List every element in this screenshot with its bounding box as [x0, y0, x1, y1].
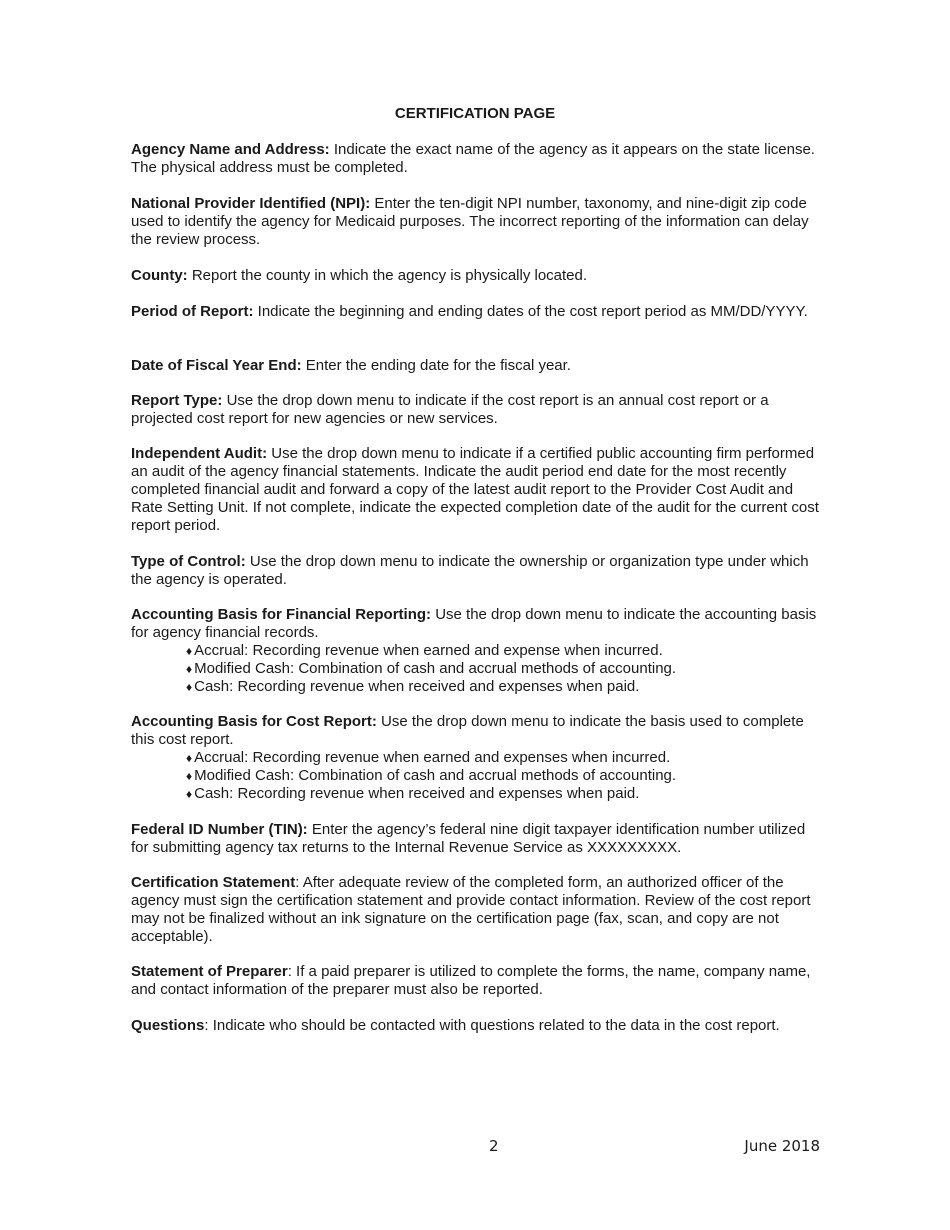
section-fiscal-year-end — [131, 357, 821, 375]
section-text: : If a paid preparer is utilized to complete the forms, the name, company name, and contact information of the preparer must also be reported. — [131, 963, 811, 998]
section-text: Enter the ending date for the fiscal year. — [301, 357, 571, 374]
section-label: Report Type: — [131, 392, 223, 409]
section-text: Use the drop down menu to indicate if the cost report is an annual cost report or a projected cost report for new agencies or new services. — [131, 392, 769, 427]
list-item: ♦ Cash: Recording revenue when received and expenses when paid. — [186, 678, 640, 695]
section-text: : After adequate review of the completed form, an authorized officer of the agency must sign the certification statement and provide contact information. Review of the cost report may not be finalized without an ink signature on the certification page (fax, scan, and copy are not acceptable). — [131, 874, 811, 945]
section-statement-of-preparer — [131, 963, 821, 999]
section-label: Independent Audit: — [131, 445, 268, 462]
section-type-of-control — [131, 553, 821, 589]
section-period-of-report — [131, 303, 821, 321]
section-label: Certification Statement — [131, 874, 296, 891]
diamond-icon: ♦ — [186, 644, 193, 658]
section-label: Federal ID Number (TIN): — [131, 821, 308, 838]
section-text: : Indicate who should be contacted with questions related to the data in the cost report. — [204, 1017, 780, 1034]
bullet-list — [131, 642, 821, 696]
footer-date: June 2018 — [744, 1137, 820, 1155]
page-number: 2 — [489, 1137, 499, 1155]
list-item: ♦ Modified Cash: Combination of cash and accrual methods of accounting. — [186, 767, 677, 784]
section-accounting-basis-cost-report — [131, 713, 821, 803]
diamond-icon: ♦ — [186, 787, 193, 801]
diamond-icon: ♦ — [186, 680, 193, 694]
section-label: Date of Fiscal Year End: — [131, 357, 302, 374]
section-text: Indicate the exact name of the agency as it appears on the state license. The physical address must be completed. — [131, 141, 815, 176]
section-label: County: — [131, 267, 188, 284]
section-independent-audit — [131, 445, 821, 535]
section-label: Type of Control: — [131, 553, 246, 570]
diamond-icon: ♦ — [186, 769, 193, 783]
list-item: ♦ Accrual: Recording revenue when earned and expenses when incurred. — [186, 749, 671, 766]
section-label: Accounting Basis for Cost Report: — [131, 713, 377, 730]
section-text: Use the drop down menu to indicate if a certified public accounting firm performed an audit of the agency financial statements. Indicate the audit period end date for the most recently completed financial audit and forward a copy of the latest audit report to the Provider Cost Audit and Rate Setting Unit. If not complete, indicate the expected completion date of the audit for the current cost report period. — [131, 445, 819, 534]
section-text: Enter the ten-digit NPI number, taxonomy, and nine-digit zip code used to identify the agency for Medicaid purposes. The incorrect reporting of the information can delay the review process. — [131, 195, 809, 248]
section-text: Indicate the beginning and ending dates of the cost report period as MM/DD/YYYY. — [253, 303, 808, 320]
page-title: CERTIFICATION PAGE — [394, 105, 556, 122]
section-certification-statement — [131, 874, 821, 946]
section-label: Accounting Basis for Financial Reporting: — [131, 606, 432, 623]
diamond-icon: ♦ — [186, 751, 193, 765]
section-text: Report the county in which the agency is physically located. — [187, 267, 588, 284]
section-npi — [131, 195, 821, 249]
section-label: Questions — [131, 1017, 205, 1034]
list-item: ♦ Cash: Recording revenue when received and expenses when paid. — [186, 785, 640, 802]
diamond-icon: ♦ — [186, 662, 193, 676]
section-text: Use the drop down menu to indicate the accounting basis for agency financial records. — [131, 606, 817, 641]
list-item: ♦ Accrual: Recording revenue when earned and expense when incurred. — [186, 642, 663, 659]
section-county — [131, 267, 821, 285]
section-label: National Provider Identified (NPI): — [131, 195, 371, 212]
section-questions — [131, 1017, 821, 1035]
list-item: ♦ Modified Cash: Combination of cash and accrual methods of accounting. — [186, 660, 677, 677]
section-label: Agency Name and Address: — [131, 141, 330, 158]
bullet-list — [131, 749, 821, 803]
section-label: Statement of Preparer — [131, 963, 288, 980]
section-text: Use the drop down menu to indicate the ownership or organization type under which the agency is operated. — [131, 553, 809, 588]
section-agency-name — [131, 141, 821, 177]
section-federal-id — [131, 821, 821, 857]
section-report-type — [131, 392, 821, 428]
section-label: Period of Report: — [131, 303, 254, 320]
section-accounting-basis-financial — [131, 606, 821, 696]
section-text: Use the drop down menu to indicate the basis used to complete this cost report. — [131, 713, 804, 748]
section-text: Enter the agency’s federal nine digit taxpayer identification number utilized for submitting agency tax returns to the Internal Revenue Service as XXXXXXXXX. — [131, 821, 806, 856]
